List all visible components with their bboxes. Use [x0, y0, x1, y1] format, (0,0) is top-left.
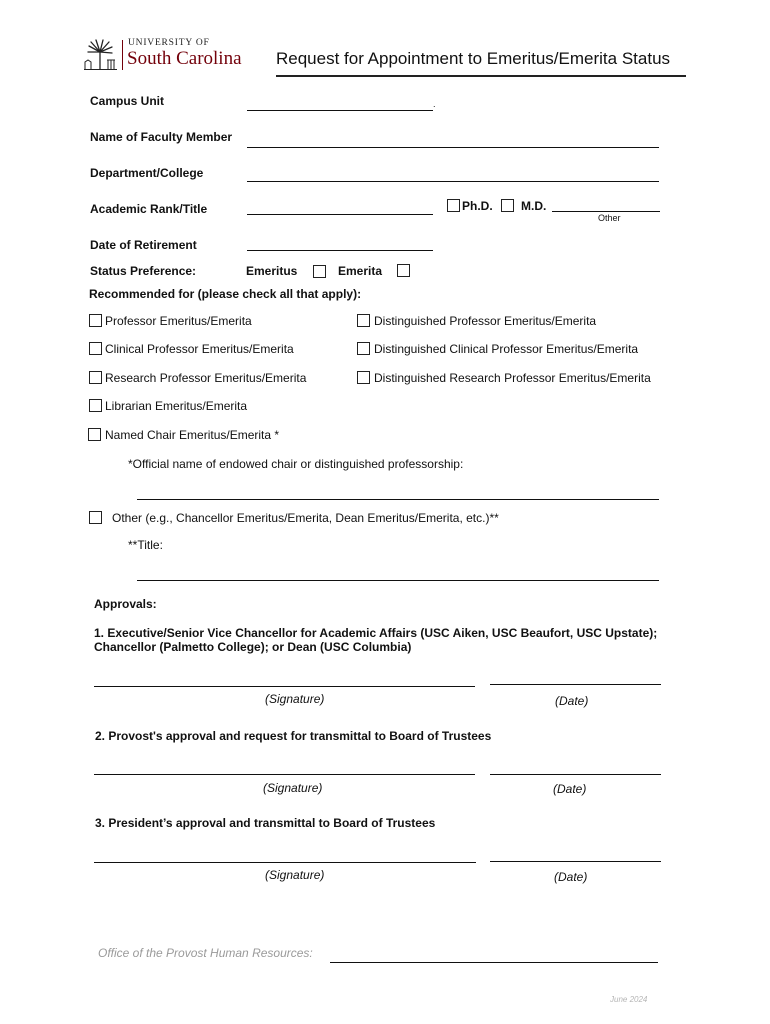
recommended-heading: Recommended for (please check all that apply):	[89, 287, 362, 301]
md-checkbox[interactable]	[501, 199, 514, 212]
step3-date-label: (Date)	[554, 870, 588, 884]
step1-signature-field[interactable]	[94, 686, 475, 687]
librarian-label: Librarian Emeritus/Emerita	[105, 399, 248, 413]
academic-rank-field[interactable]	[247, 214, 433, 215]
emeritus-checkbox[interactable]	[313, 265, 326, 278]
other-degree-label: Other	[598, 213, 621, 223]
campus-unit-dot: .	[433, 99, 436, 109]
university-logo	[84, 38, 260, 72]
revision-date: June 2024	[610, 995, 648, 1004]
department-label: Department/College	[90, 166, 204, 180]
department-field[interactable]	[247, 181, 659, 182]
research-professor-label: Research Professor Emeritus/Emerita	[105, 371, 307, 385]
md-label: M.D.	[521, 199, 547, 213]
academic-rank-label: Academic Rank/Title	[90, 202, 208, 216]
approval-step-1: 1. Executive/Senior Vice Chancellor for Academic Affairs (USC Aiken, USC Beaufort, USC Upstate);	[94, 626, 658, 640]
campus-unit-field[interactable]	[247, 110, 433, 111]
other-title-field[interactable]	[137, 580, 659, 581]
approval-step-1-cont: Chancellor (Palmetto College); or Dean (USC Columbia)	[94, 640, 412, 654]
page-title: Request for Appointment to Emeritus/Emerita Status	[276, 49, 671, 68]
distinguished-professor-label: Distinguished Professor Emeritus/Emerita	[374, 314, 597, 328]
step3-signature-field[interactable]	[94, 862, 476, 863]
distinguished-clinical-checkbox[interactable]	[357, 342, 370, 355]
phd-checkbox[interactable]	[447, 199, 460, 212]
status-preference-label: Status Preference:	[90, 264, 197, 278]
office-label: Office of the Provost Human Resources:	[98, 946, 313, 960]
named-chair-checkbox[interactable]	[88, 428, 101, 441]
other-title-checkbox[interactable]	[89, 511, 102, 524]
approval-step-3: 3. President’s approval and transmittal to Board of Trustees	[95, 816, 436, 830]
emerita-checkbox[interactable]	[397, 264, 410, 277]
retirement-label: Date of Retirement	[90, 238, 197, 252]
approval-step-2: 2. Provost's approval and request for transmittal to Board of Trustees	[95, 729, 492, 743]
step1-date-label: (Date)	[555, 694, 589, 708]
step3-signature-label: (Signature)	[265, 868, 325, 882]
step1-date-field[interactable]	[490, 684, 661, 685]
emeritus-label: Emeritus	[246, 264, 298, 278]
emerita-label: Emerita	[338, 264, 383, 278]
chair-note: *Official name of endowed chair or distinguished professorship:	[128, 457, 464, 471]
approvals-heading: Approvals:	[94, 597, 157, 611]
research-professor-checkbox[interactable]	[89, 371, 102, 384]
other-degree-field[interactable]	[552, 211, 660, 212]
palmetto-tree-icon	[84, 38, 118, 72]
librarian-checkbox[interactable]	[89, 399, 102, 412]
header-rule	[276, 75, 686, 77]
other-title-label: Other (e.g., Chancellor Emeritus/Emerita, Dean Emeritus/Emerita, etc.)**	[112, 511, 499, 525]
professor-label: Professor Emeritus/Emerita	[105, 314, 252, 328]
distinguished-clinical-label: Distinguished Clinical Professor Emeritus/Emerita	[374, 342, 639, 356]
step2-date-field[interactable]	[490, 774, 661, 775]
campus-unit-label: Campus Unit	[90, 94, 165, 108]
step2-signature-field[interactable]	[94, 774, 475, 775]
step3-date-field[interactable]	[490, 861, 661, 862]
step2-signature-label: (Signature)	[263, 781, 323, 795]
title-note: **Title:	[128, 538, 163, 552]
distinguished-research-label: Distinguished Research Professor Emeritus/Emerita	[374, 371, 651, 385]
step2-date-label: (Date)	[553, 782, 587, 796]
step1-signature-label: (Signature)	[265, 692, 325, 706]
faculty-member-label: Name of Faculty Member	[90, 130, 233, 144]
office-field[interactable]	[330, 962, 658, 963]
phd-label: Ph.D.	[462, 199, 493, 213]
logo-divider	[122, 40, 123, 70]
named-chair-label: Named Chair Emeritus/Emerita *	[105, 428, 280, 442]
retirement-field[interactable]	[247, 250, 433, 251]
faculty-member-field[interactable]	[247, 147, 659, 148]
distinguished-professor-checkbox[interactable]	[357, 314, 370, 327]
distinguished-research-checkbox[interactable]	[357, 371, 370, 384]
chair-name-field[interactable]	[137, 499, 659, 500]
clinical-professor-label: Clinical Professor Emeritus/Emerita	[105, 342, 294, 356]
professor-checkbox[interactable]	[89, 314, 102, 327]
logo-south-carolina: South Carolina	[127, 48, 242, 69]
clinical-professor-checkbox[interactable]	[89, 342, 102, 355]
logo-university-of: UNIVERSITY OF	[128, 38, 210, 48]
